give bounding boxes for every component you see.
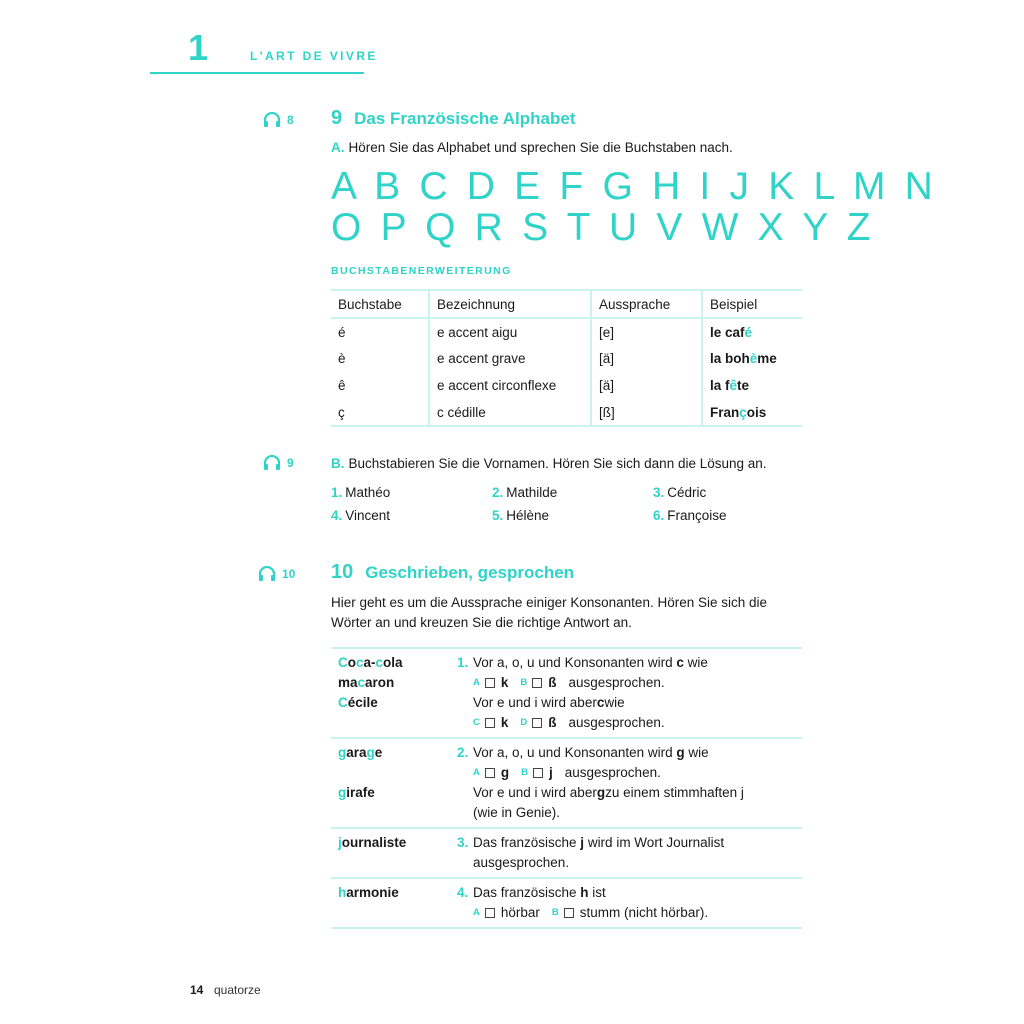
exercise-10-heading xyxy=(331,561,574,584)
page-number: 14 xyxy=(190,983,204,997)
table-row xyxy=(331,399,802,426)
example-cell xyxy=(702,372,802,399)
exercise-title: Geschrieben, gesprochen xyxy=(365,563,575,582)
table-row xyxy=(331,372,802,399)
item-name: Françoise xyxy=(667,508,727,523)
option-suffix: ausgesprochen. xyxy=(564,765,661,780)
option-line xyxy=(457,763,802,783)
option-suffix: ausgesprochen. xyxy=(568,715,665,730)
text-bold: c xyxy=(676,655,684,670)
sound-cell: [e] xyxy=(591,318,702,345)
option-line xyxy=(457,673,802,693)
letter-cell: è xyxy=(338,351,346,366)
list-item xyxy=(492,485,653,500)
names-list xyxy=(331,485,811,523)
item-name: Mathéo xyxy=(345,485,391,500)
alphabet-line-2: O P Q R S T U V W X Y Z xyxy=(331,206,875,249)
audio-track-number: 9 xyxy=(287,456,294,470)
list-item xyxy=(331,485,492,500)
question-body xyxy=(457,883,802,923)
checkbox-a[interactable] xyxy=(485,908,495,918)
question-text xyxy=(473,833,724,853)
item-name: Cédric xyxy=(667,485,707,500)
name-cell: e accent circonflexe xyxy=(429,372,591,399)
item-name: Mathilde xyxy=(506,485,558,500)
question-number: 2. xyxy=(457,745,469,760)
name-cell: e accent aigu xyxy=(429,318,591,345)
alphabet-line-1: A B C D E F G H I J K L M N xyxy=(331,165,938,208)
list-item xyxy=(331,508,492,523)
audio-track-number: 10 xyxy=(282,567,296,581)
example-part: le caf xyxy=(710,324,745,340)
text-part: wie xyxy=(684,745,709,760)
word-part: ara xyxy=(346,745,367,760)
example-word xyxy=(338,693,457,713)
letter-cell: ç xyxy=(331,399,429,426)
sound-cell: [ä] xyxy=(591,372,702,399)
highlighted-letter: c xyxy=(357,675,366,690)
question-line xyxy=(457,743,802,763)
text-part: Das französische xyxy=(473,885,581,900)
option-value: g xyxy=(500,765,510,780)
example-part: ois xyxy=(746,404,767,420)
option-line xyxy=(457,713,802,733)
column-header: Beispiel xyxy=(702,290,802,318)
question-body xyxy=(457,743,802,823)
question-line: ausgesprochen. xyxy=(473,855,570,870)
option-letter: B xyxy=(551,907,559,918)
text-part: Das französische xyxy=(473,835,581,850)
audio-track-number: 8 xyxy=(287,113,294,127)
text-bold: g xyxy=(676,745,685,760)
list-item xyxy=(653,485,811,500)
word-part: irafe xyxy=(346,785,375,800)
sound-cell: [ß] xyxy=(591,399,702,426)
question-line xyxy=(457,653,802,673)
highlighted-letter: g xyxy=(338,785,347,800)
table-row xyxy=(331,827,802,877)
headphones-icon xyxy=(258,566,276,582)
highlighted-letter: C xyxy=(338,695,348,710)
item-number: 5. xyxy=(492,508,504,523)
checkbox-a[interactable] xyxy=(485,678,495,688)
example-cell xyxy=(702,318,802,345)
page-number-word: quatorze xyxy=(214,983,261,997)
word-part: aron xyxy=(365,675,395,690)
example-cell xyxy=(702,345,802,372)
audio-track-8[interactable] xyxy=(263,112,294,128)
chapter-number: 1 xyxy=(188,27,209,68)
word-part: armonie xyxy=(346,885,399,900)
highlighted-letter: C xyxy=(338,655,348,670)
extension-heading: BUCHSTABENERWEITERUNG xyxy=(331,265,512,277)
highlighted-letter: h xyxy=(338,885,347,900)
option-letter: A xyxy=(473,677,480,688)
highlighted-letter: j xyxy=(338,835,342,850)
option-value: j xyxy=(549,765,553,780)
exercise-9-heading xyxy=(331,107,576,130)
chapter-divider xyxy=(150,72,364,74)
text-part: wie xyxy=(604,695,625,710)
example-word xyxy=(338,673,457,693)
item-name: Vincent xyxy=(345,508,391,523)
question-line xyxy=(457,833,802,853)
column-header: Bezeichnung xyxy=(429,290,591,318)
word-column xyxy=(331,653,457,733)
example-part: la f xyxy=(710,378,730,393)
question-body xyxy=(457,833,802,873)
example-word xyxy=(338,833,457,853)
instruction-text: Buchstabieren Sie die Vornamen. Hören Sie sich dann die Lösung an. xyxy=(348,456,767,471)
question-body xyxy=(457,653,802,733)
word-part: ola xyxy=(383,655,403,670)
exercise-number: 9 xyxy=(331,107,343,129)
intro-line: Hier geht es um die Aussprache einiger Konsonanten. Hören Sie sich die xyxy=(331,595,768,610)
question-line xyxy=(457,693,802,713)
column-header: Aussprache xyxy=(591,290,702,318)
option-value: k xyxy=(500,675,509,690)
question-line xyxy=(457,883,802,903)
example-word xyxy=(338,743,457,763)
option-letter: A xyxy=(473,767,480,778)
consonant-table xyxy=(331,647,802,929)
headphones-icon xyxy=(263,455,281,471)
option-value: ß xyxy=(548,715,557,730)
example-word xyxy=(338,653,457,673)
instruction-text: Hören Sie das Alphabet und sprechen Sie die Buchstaben nach. xyxy=(348,140,733,155)
text-part: ist xyxy=(588,885,606,900)
name-cell: c cédille xyxy=(429,399,591,426)
chapter-title: L'ART DE VIVRE xyxy=(250,49,378,63)
option-letter: B xyxy=(521,767,528,778)
option-value: ß xyxy=(548,675,557,690)
text-part: wie xyxy=(683,655,708,670)
item-number: 1. xyxy=(331,485,343,500)
question-text xyxy=(473,653,708,673)
option-value: hörbar xyxy=(500,905,540,920)
instruction-label: A. xyxy=(331,140,345,155)
text-bold: h xyxy=(580,885,589,900)
item-number: 6. xyxy=(653,508,665,523)
item-number: 2. xyxy=(492,485,504,500)
audio-track-10[interactable] xyxy=(258,566,295,582)
question-number: 1. xyxy=(457,655,469,670)
question-text xyxy=(473,883,606,903)
option-letter: B xyxy=(520,677,528,688)
text-bold: j xyxy=(580,835,585,850)
checkbox-d[interactable] xyxy=(532,718,542,728)
checkbox-b[interactable] xyxy=(533,768,543,778)
example-part: me xyxy=(757,351,777,366)
highlighted-letter: c xyxy=(356,655,364,670)
option-line xyxy=(457,903,802,923)
list-item xyxy=(653,508,811,523)
word-part: ournaliste xyxy=(341,835,407,850)
option-value: k xyxy=(500,715,509,730)
example-word xyxy=(338,883,457,903)
list-item xyxy=(492,508,653,523)
word-part: e xyxy=(374,745,383,760)
letter-cell: ê xyxy=(338,378,346,393)
word-column xyxy=(331,833,457,873)
highlighted-letter: c xyxy=(375,655,384,670)
checkbox-c[interactable] xyxy=(485,718,495,728)
question-text xyxy=(473,743,709,763)
letter-cell: é xyxy=(338,324,346,340)
example-part: la boh xyxy=(710,351,750,366)
question-line: (wie in Genie). xyxy=(473,805,561,820)
option-value: stumm (nicht hörbar). xyxy=(579,905,709,920)
example-highlight: ê xyxy=(729,378,738,393)
instruction-label: B. xyxy=(331,456,345,471)
question-line xyxy=(457,783,802,803)
option-letter: A xyxy=(473,907,480,918)
instruction-b xyxy=(331,454,767,474)
example-highlight: ç xyxy=(739,404,747,420)
example-highlight: é xyxy=(744,324,753,340)
audio-track-9[interactable] xyxy=(263,455,294,471)
text-part: wird im Wort Journalist xyxy=(584,835,725,850)
item-number: 3. xyxy=(653,485,665,500)
option-letter: C xyxy=(473,717,480,728)
text-part: Vor e und i wird aber xyxy=(473,695,597,710)
highlighted-letter: g xyxy=(366,745,375,760)
instruction-a xyxy=(331,138,733,158)
question-number: 4. xyxy=(457,885,469,900)
checkbox-b[interactable] xyxy=(532,678,542,688)
table-header-row xyxy=(331,290,802,318)
table-row xyxy=(331,877,802,929)
exercise-10-intro xyxy=(331,593,767,633)
text-bold: g xyxy=(596,785,606,800)
word-part: ma xyxy=(338,675,358,690)
item-number: 4. xyxy=(331,508,343,523)
table-row xyxy=(331,737,802,827)
highlighted-letter: g xyxy=(338,745,347,760)
word-part: a- xyxy=(363,655,376,670)
name-cell: e accent grave xyxy=(429,345,591,372)
table-row xyxy=(331,345,802,372)
exercise-number: 10 xyxy=(331,561,354,583)
example-word xyxy=(338,783,457,803)
option-letter: D xyxy=(520,717,528,728)
text-part: Vor a, o, u und Konsonanten wird xyxy=(473,655,677,670)
example-part: te xyxy=(737,378,750,393)
example-word xyxy=(338,763,457,783)
table-row xyxy=(331,647,802,737)
column-header: Buchstabe xyxy=(331,290,429,318)
word-part: écile xyxy=(347,695,378,710)
text-part: Vor e und i wird aber xyxy=(473,785,597,800)
exercise-title: Das Französische Alphabet xyxy=(354,109,576,128)
text-part: Vor a, o, u und Konsonanten wird xyxy=(473,745,677,760)
text-bold: c xyxy=(596,695,605,710)
checkbox-a[interactable] xyxy=(485,768,495,778)
accent-table xyxy=(331,289,802,427)
word-column xyxy=(331,883,457,923)
example-highlight: è xyxy=(749,351,758,366)
text-part: zu einem stimmhaften j xyxy=(605,785,744,800)
question-number: 3. xyxy=(457,835,469,850)
example-cell xyxy=(702,399,802,426)
word-part: o xyxy=(347,655,356,670)
table-row xyxy=(331,318,802,345)
checkbox-b[interactable] xyxy=(564,908,574,918)
word-column xyxy=(331,743,457,823)
sound-cell: [ä] xyxy=(591,345,702,372)
headphones-icon xyxy=(263,112,281,128)
item-name: Hélène xyxy=(506,508,550,523)
example-part: Fran xyxy=(710,404,740,420)
option-suffix: ausgesprochen. xyxy=(568,675,665,690)
intro-line: Wörter an und kreuzen Sie die richtige Antwort an. xyxy=(331,615,632,630)
